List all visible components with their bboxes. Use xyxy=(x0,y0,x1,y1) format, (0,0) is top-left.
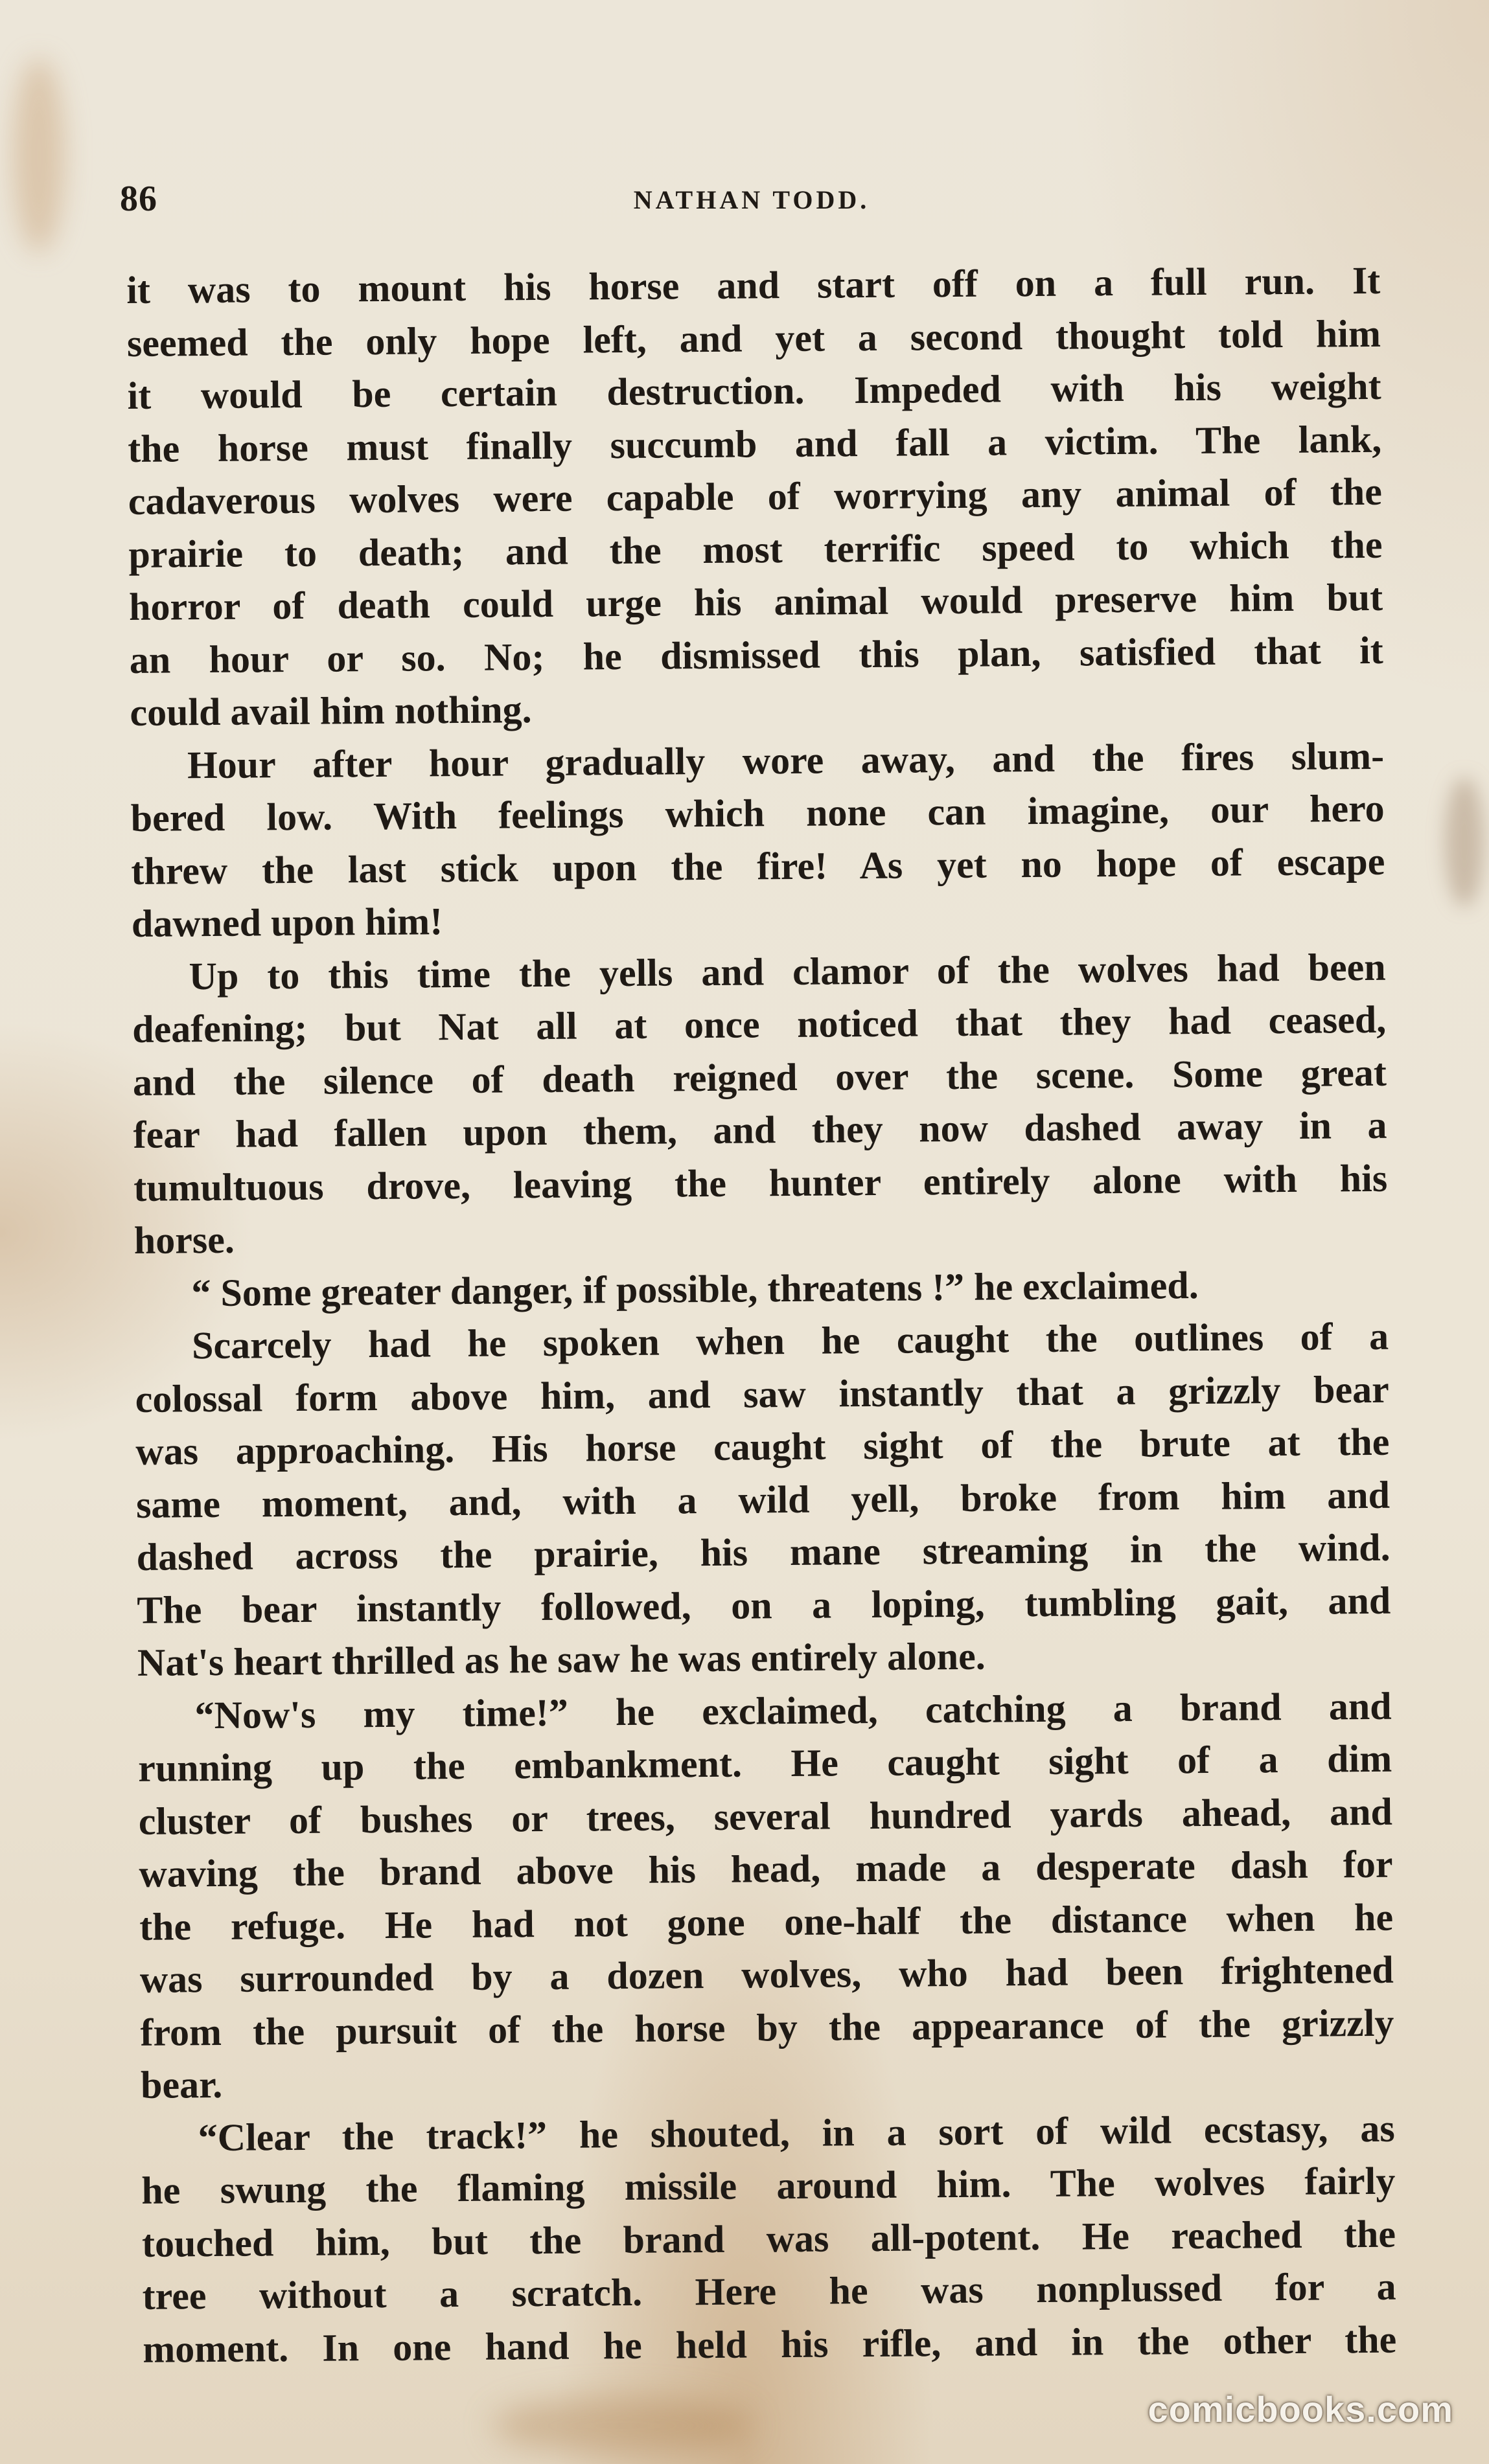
text-line: waving the brand above his head, made a desperate dash for xyxy=(139,1842,1393,1895)
text-line: dawned upon him! xyxy=(131,900,443,945)
text-line: touched him, but the brand was all-potent. He reached the xyxy=(141,2212,1396,2265)
paragraph xyxy=(141,2102,1396,2376)
text-line: moment. In one hand he held his rifle, and in the other the xyxy=(143,2318,1397,2371)
paragraph xyxy=(134,1257,1389,1320)
text-line: “Clear the track!” he shouted, in a sort of wild ecstasy, as xyxy=(198,2106,1395,2159)
text-line: same moment, and, with a wild yell, broke from him and xyxy=(135,1473,1391,1526)
text-line: an hour or so. No; he dismissed this plan, satisfied that it xyxy=(129,628,1383,681)
text-line: horror of death could urge his animal would preserve him but xyxy=(128,575,1383,628)
text-line: the horse must finally succumb and fall a victim. The lank, xyxy=(127,417,1382,470)
text-line: bear. xyxy=(140,2062,223,2106)
text-line: and the silence of death reigned over the scene. Some great xyxy=(132,1051,1387,1104)
text-line: colossal form above him, and saw instantly that a grizzly bear xyxy=(135,1367,1389,1420)
text-line: from the pursuit of the horse by the appearance of the grizzly xyxy=(140,2001,1394,2054)
text-line: “Now's my time!” he exclaimed, catching a brand and xyxy=(194,1684,1392,1737)
running-header xyxy=(120,178,1383,223)
text-line: dashed across the prairie, his mane streaming in the wind. xyxy=(136,1525,1391,1579)
watermark: comicbooks.com xyxy=(1148,2389,1453,2430)
text-line: Nat's heart thrilled as he saw he was entirely alone. xyxy=(137,1634,986,1684)
body-text xyxy=(126,255,1397,2376)
text-line: it would be certain destruction. Impeded with his weight xyxy=(127,364,1381,417)
text-line: The bear instantly followed, on a loping, tumbling gait, and xyxy=(137,1579,1391,1632)
page-number: 86 xyxy=(120,179,157,219)
text-line: horse. xyxy=(133,1218,235,1262)
text-line: bered low. With feelings which none can imagine, our hero xyxy=(130,786,1385,839)
text-line: tumultuous drove, leaving the hunter entirely alone with his xyxy=(133,1156,1388,1209)
text-line: threw the last stick upon the fire! As yet no hope of escape xyxy=(131,839,1385,893)
paragraph xyxy=(132,941,1388,1267)
paragraph xyxy=(137,1680,1394,2112)
paper-stain xyxy=(13,58,65,253)
paragraph xyxy=(126,255,1384,740)
running-title: NATHAN TODD. xyxy=(633,185,870,214)
paper-stain xyxy=(1445,777,1484,907)
text-line: tree without a scratch. Here he was nonplussed for a xyxy=(142,2264,1396,2318)
text-line: Hour after hour gradually wore away, and the fires slum- xyxy=(187,734,1385,786)
paragraph xyxy=(130,729,1386,950)
text-line: fear had fallen upon them, and they now dashed away in a xyxy=(133,1103,1387,1156)
text-line: the refuge. He had not gone one-half the distance when he xyxy=(139,1895,1394,1948)
text-line: was surrounded by a dozen wolves, who had been frightened xyxy=(139,1948,1394,2001)
text-line: “ Some greater danger, if possible, threatens !” he exclaimed. xyxy=(191,1263,1199,1314)
text-line: he swung the flaming missile around him. The wolves fairly xyxy=(141,2159,1396,2212)
paper-stain xyxy=(492,2397,752,2455)
text-line: it was to mount his horse and start off on a full run. It xyxy=(126,258,1381,312)
text-line: running up the embankment. He caught sight of a dim xyxy=(137,1737,1392,1790)
paragraph xyxy=(135,1310,1391,1690)
text-line: deafening; but Nat all at once noticed that they had ceased, xyxy=(132,998,1387,1051)
text-line: could avail him nothing. xyxy=(130,688,532,734)
text-line: was approaching. His horse caught sight of the brute at the xyxy=(135,1420,1390,1473)
text-line: prairie to death; and the most terrific speed to which the xyxy=(128,523,1383,576)
text-line: Up to this time the yells and clamor of the wolves had been xyxy=(189,945,1386,998)
text-line: Scarcely had he spoken when he caught the outlines of a xyxy=(191,1314,1389,1367)
text-line: cluster of bushes or trees, several hundred yards ahead, and xyxy=(138,1790,1393,1843)
text-line: cadaverous wolves were capable of worrying any animal of the xyxy=(128,470,1383,523)
text-line: seemed the only hope left, and yet a second thought told him xyxy=(126,312,1381,365)
